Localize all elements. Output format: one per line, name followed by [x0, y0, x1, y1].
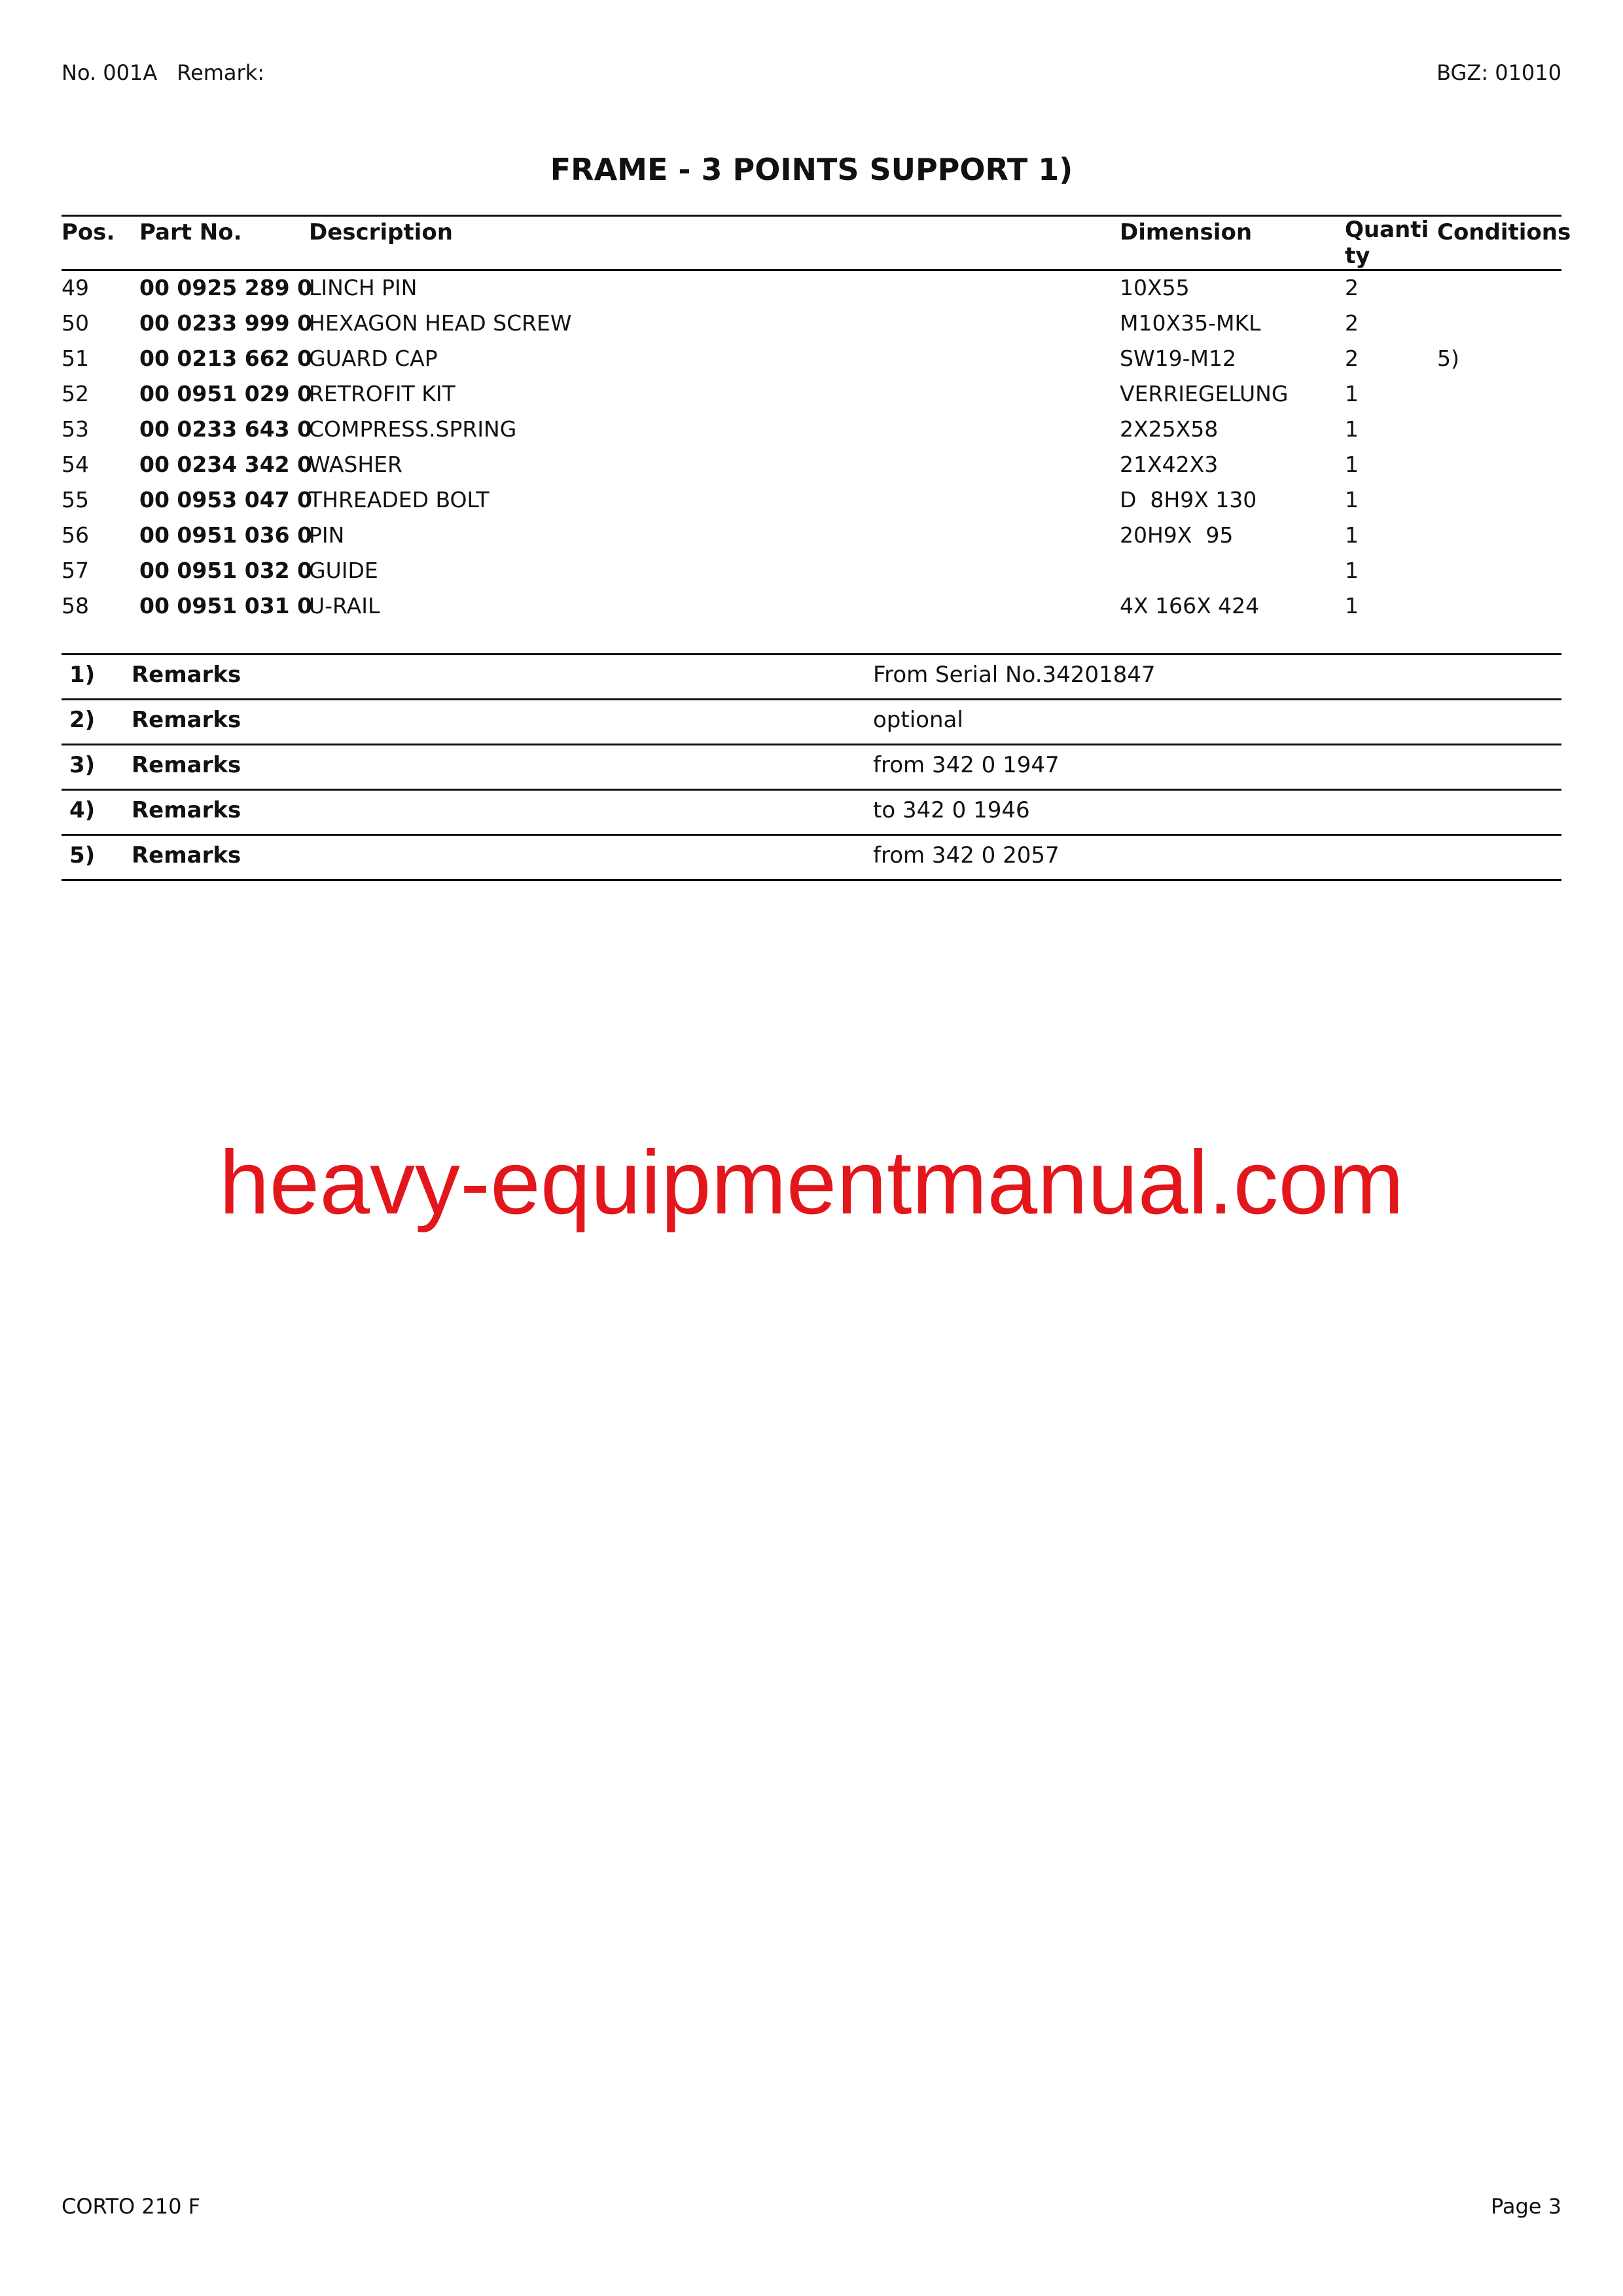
- footer-page-number: Page 3: [1491, 2194, 1561, 2219]
- row-dimension: SW19-M12: [1120, 346, 1236, 371]
- table-row: [62, 412, 1561, 448]
- row-part-no: 00 0925 289 0: [139, 275, 313, 300]
- row-part-no: 00 0234 342 0: [139, 452, 313, 477]
- row-pos: 58: [62, 593, 89, 619]
- col-quantity: [1345, 217, 1429, 269]
- row-description: LINCH PIN: [309, 275, 418, 300]
- row-quantity: 1: [1345, 558, 1359, 583]
- col-conditions: Conditions: [1437, 219, 1571, 245]
- row-pos: 54: [62, 452, 89, 477]
- remark-label: Remarks: [132, 842, 241, 869]
- remark-row: [62, 745, 1561, 791]
- table-row: [62, 483, 1561, 518]
- col-quantity-line2: ty: [1345, 243, 1370, 269]
- remark-number: 1): [69, 662, 96, 688]
- row-description: RETROFIT KIT: [309, 381, 455, 406]
- remark-value: from 342 0 2057: [873, 842, 1060, 869]
- row-part-no: 00 0951 032 0: [139, 558, 313, 583]
- row-pos: 56: [62, 522, 89, 548]
- row-dimension: 10X55: [1120, 275, 1190, 300]
- row-quantity: 1: [1345, 522, 1359, 548]
- row-dimension: 21X42X3: [1120, 452, 1219, 477]
- remark-number: 2): [69, 707, 96, 733]
- row-quantity: 2: [1345, 275, 1359, 300]
- page-title: FRAME - 3 POINTS SUPPORT 1): [550, 152, 1073, 187]
- table-row: [62, 554, 1561, 589]
- row-pos: 52: [62, 381, 89, 406]
- col-quantity-line1: Quanti: [1345, 217, 1429, 243]
- row-pos: 50: [62, 310, 89, 336]
- row-quantity: 1: [1345, 452, 1359, 477]
- row-part-no: 00 0951 036 0: [139, 522, 313, 548]
- col-pos: Pos.: [62, 219, 115, 245]
- remark-value: from 342 0 1947: [873, 752, 1060, 778]
- remark-label: Remark:: [177, 60, 264, 85]
- row-description: HEXAGON HEAD SCREW: [309, 310, 572, 336]
- table-row: [62, 589, 1561, 624]
- remark-row: [62, 655, 1561, 700]
- remark-label: Remarks: [132, 707, 241, 733]
- row-pos: 57: [62, 558, 89, 583]
- remark-label: Remarks: [132, 752, 241, 778]
- row-description: GUIDE: [309, 558, 378, 583]
- remark-number: 4): [69, 797, 96, 823]
- remark-label: Remarks: [132, 662, 241, 688]
- row-dimension: 4X 166X 424: [1120, 593, 1260, 619]
- row-pos: 53: [62, 416, 89, 442]
- remark-value: optional: [873, 707, 963, 733]
- remark-number: 5): [69, 842, 96, 869]
- row-description: PIN: [309, 522, 345, 548]
- row-quantity: 1: [1345, 416, 1359, 442]
- col-dimension: Dimension: [1120, 219, 1253, 245]
- col-part-no: Part No.: [139, 219, 242, 245]
- row-description: THREADED BOLT: [309, 487, 490, 512]
- remark-row: [62, 700, 1561, 745]
- table-row: [62, 271, 1561, 306]
- header-left: [62, 60, 284, 85]
- row-condition: 5): [1437, 346, 1459, 371]
- table-row: [62, 306, 1561, 342]
- remark-value: From Serial No.34201847: [873, 662, 1156, 688]
- table-header: [62, 215, 1571, 271]
- table-row: [62, 448, 1561, 483]
- parts-table: [62, 215, 1571, 624]
- row-dimension: M10X35-MKL: [1120, 310, 1261, 336]
- document-number: No. 001A: [62, 60, 158, 85]
- table-row: [62, 342, 1561, 377]
- row-part-no: 00 0951 031 0: [139, 593, 313, 619]
- row-pos: 55: [62, 487, 89, 512]
- table-row: [62, 377, 1561, 412]
- row-description: GUARD CAP: [309, 346, 438, 371]
- remark-row: [62, 791, 1561, 836]
- watermark-text: heavy-equipmentmanual.com: [219, 1132, 1404, 1233]
- remarks-table: [62, 653, 1561, 881]
- row-part-no: 00 0953 047 0: [139, 487, 313, 512]
- table-row: [62, 518, 1561, 554]
- remark-label: Remarks: [132, 797, 241, 823]
- row-part-no: 00 0951 029 0: [139, 381, 313, 406]
- remark-row: [62, 836, 1561, 881]
- row-part-no: 00 0233 999 0: [139, 310, 313, 336]
- remark-value: to 342 0 1946: [873, 797, 1030, 823]
- row-pos: 51: [62, 346, 89, 371]
- col-description: Description: [309, 219, 453, 245]
- row-description: COMPRESS.SPRING: [309, 416, 517, 442]
- row-description: U-RAIL: [309, 593, 380, 619]
- row-part-no: 00 0213 662 0: [139, 346, 313, 371]
- row-dimension: 20H9X 95: [1120, 522, 1234, 548]
- remark-number: 3): [69, 752, 96, 778]
- row-dimension: VERRIEGELUNG: [1120, 381, 1289, 406]
- row-pos: 49: [62, 275, 89, 300]
- row-dimension: 2X25X58: [1120, 416, 1219, 442]
- row-quantity: 1: [1345, 381, 1359, 406]
- row-dimension: D 8H9X 130: [1120, 487, 1257, 512]
- bgz-code: BGZ: 01010: [1436, 60, 1561, 85]
- row-quantity: 1: [1345, 593, 1359, 619]
- footer-model: CORTO 210 F: [62, 2194, 200, 2219]
- row-quantity: 2: [1345, 346, 1359, 371]
- row-part-no: 00 0233 643 0: [139, 416, 313, 442]
- row-quantity: 2: [1345, 310, 1359, 336]
- row-description: WASHER: [309, 452, 402, 477]
- row-quantity: 1: [1345, 487, 1359, 512]
